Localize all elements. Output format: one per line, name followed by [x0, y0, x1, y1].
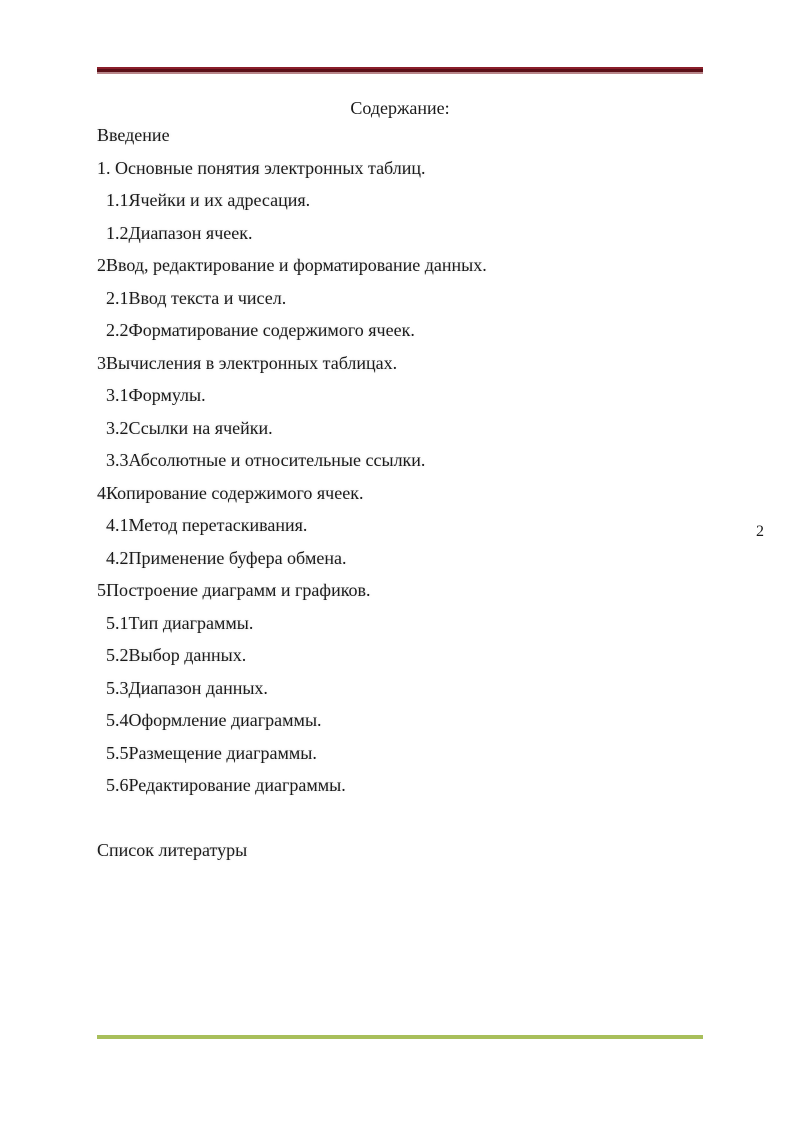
footer-rule [97, 1035, 703, 1039]
toc-item-label: 3.1Формулы. [106, 385, 206, 405]
toc-item-label: 3.3Абсолютные и относительные ссылки. [106, 450, 426, 470]
toc-item-label: 4.2Применение буфера обмена. [106, 547, 347, 568]
toc-item-label: 5.2Выбор данных. [106, 645, 247, 665]
toc-item-section-1-2 [97, 217, 703, 250]
header-rule [97, 67, 703, 74]
toc-title: Содержание: [350, 98, 450, 118]
toc-item-section-3-1 [97, 379, 703, 412]
toc-item-label: 5.1Тип диаграммы. [106, 612, 254, 633]
toc-item-label: 2.1Ввод текста и чисел. [106, 287, 287, 308]
toc-item-label: 5Построение диаграмм и графиков. [97, 580, 371, 600]
toc-item-introduction [97, 119, 703, 152]
toc-item-section-5-1 [97, 607, 703, 640]
toc-item-section-2-2 [97, 314, 703, 347]
toc-item-section-1 [97, 152, 703, 185]
toc-item-section-5-2 [97, 639, 703, 672]
toc-item-section-4-1 [97, 509, 703, 542]
toc-item-label: 3.2Ссылки на ячейки. [106, 417, 273, 438]
toc-item-label: 1.1Ячейки и их адресация. [106, 190, 311, 210]
toc-item-label: 2.2Форматирование содержимого ячеек. [106, 320, 415, 340]
toc-item-label: Введение [97, 125, 170, 145]
toc-item-section-5 [97, 574, 703, 607]
toc-item-section-5-4 [97, 704, 703, 737]
toc-item-section-4 [97, 477, 703, 510]
toc-item-section-3-3 [97, 444, 703, 477]
toc-item-section-5-3 [97, 672, 703, 705]
toc-item-label: 5.4Оформление диаграммы. [106, 710, 322, 730]
toc-item-section-3-2 [97, 412, 703, 445]
toc-item-section-3 [97, 347, 703, 380]
toc-item-section-5-6 [97, 769, 703, 802]
toc-item-section-1-1 [97, 184, 703, 217]
header-rule-band-bottom [97, 72, 703, 74]
table-of-contents [97, 119, 703, 867]
toc-item-references [97, 834, 703, 867]
toc-item-label: 4Копирование содержимого ячеек. [97, 482, 364, 503]
toc-item-label: 3Вычисления в электронных таблицах. [97, 352, 398, 373]
toc-item-label: 5.5Размещение диаграммы. [106, 742, 317, 763]
toc-item-section-5-5 [97, 737, 703, 770]
toc-item-section-2 [97, 249, 703, 282]
toc-item-section-2-1 [97, 282, 703, 315]
toc-item-label: Список литературы [97, 840, 248, 860]
page-number: 2 [756, 523, 764, 540]
toc-item-label: 4.1Метод перетаскивания. [106, 515, 308, 535]
toc-item-section-4-2 [97, 542, 703, 575]
toc-spacer [97, 802, 703, 835]
toc-item-label: 1.2Диапазон ячеек. [106, 222, 253, 243]
toc-item-label: 5.3Диапазон данных. [106, 677, 268, 698]
toc-item-label: 5.6Редактирование диаграммы. [106, 775, 346, 795]
toc-item-label: 1. Основные понятия электронных таблиц. [97, 157, 426, 178]
toc-item-label: 2Ввод, редактирование и форматирование данных. [97, 255, 487, 275]
